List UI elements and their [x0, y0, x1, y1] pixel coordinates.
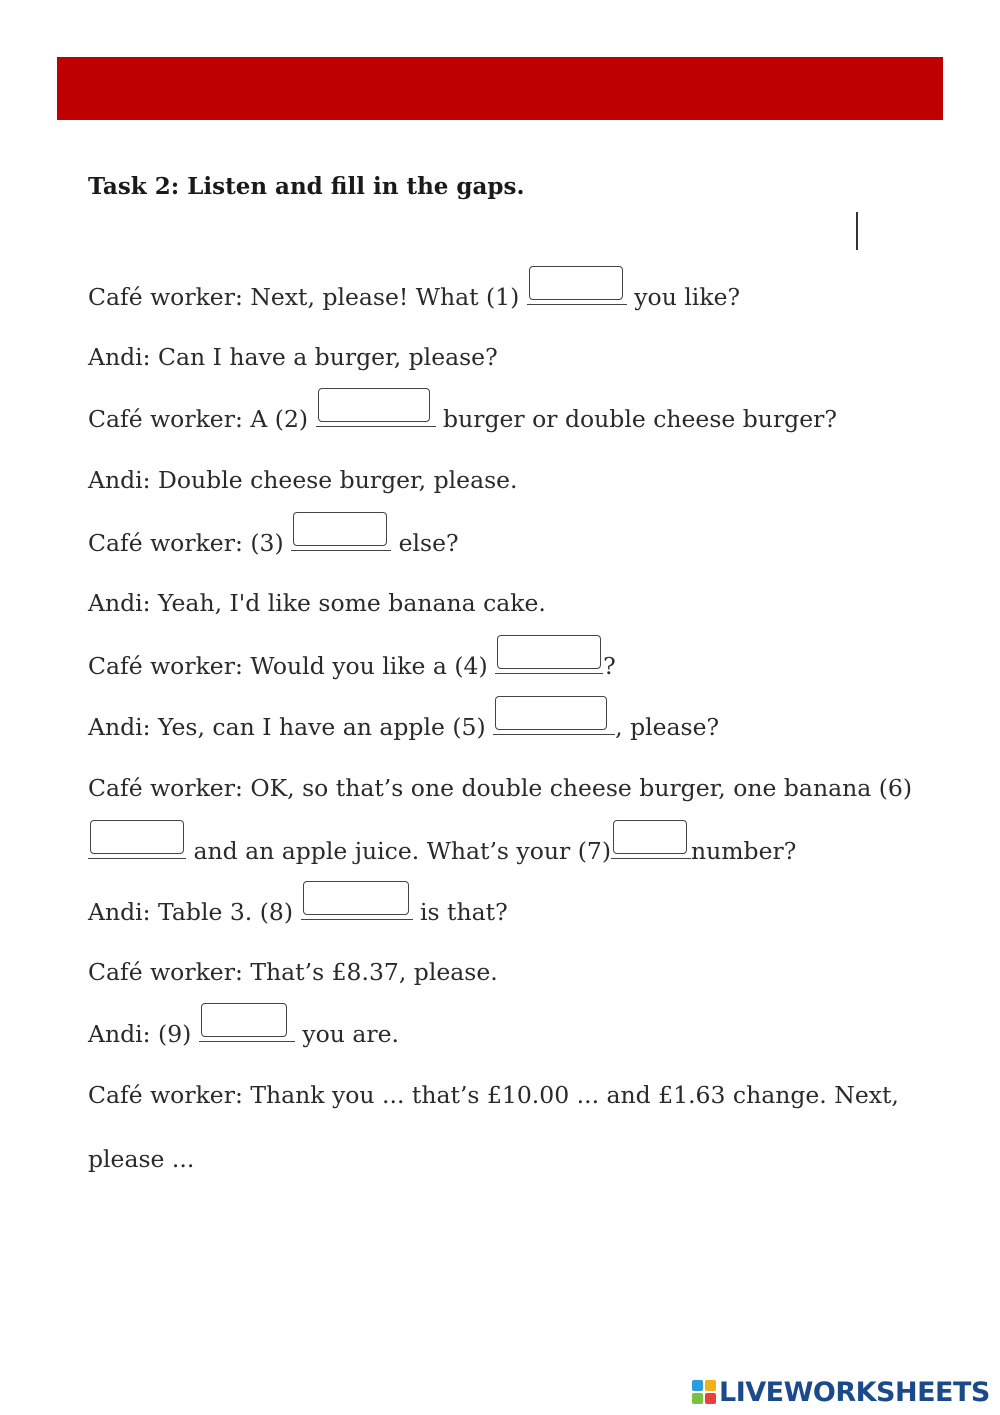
dialogue-line-2: Andi: Can I have a burger, please?: [88, 343, 498, 371]
gap-4: [495, 651, 603, 674]
task-title: Task 2: Listen and fill in the gaps.: [88, 173, 525, 200]
answer-input-5[interactable]: [495, 696, 607, 730]
answer-input-8[interactable]: [303, 881, 409, 915]
dialogue-line-8: Andi: Yes, can I have an apple (5) , please?: [88, 712, 719, 741]
dialogue-line-10: and an apple juice. What’s your (7) number?: [88, 836, 796, 865]
logo-square-green: [692, 1393, 703, 1404]
answer-input-2[interactable]: [318, 388, 430, 422]
gap-5: [493, 712, 615, 735]
dialogue-line-12: Café worker: That’s £8.37, please.: [88, 958, 498, 986]
dialogue-line-11: Andi: Table 3. (8) is that?: [88, 897, 508, 926]
dialogue-line-3: Café worker: A (2) burger or double cheese burger?: [88, 404, 837, 433]
liveworksheets-logo-text: LIVEWORKSHEETS: [719, 1376, 990, 1408]
dialogue-line-9: Café worker: OK, so that’s one double cheese burger, one banana (6): [88, 774, 912, 802]
dialogue-line-4: Andi: Double cheese burger, please.: [88, 466, 518, 494]
answer-input-1[interactable]: [529, 266, 623, 300]
dialogue-line-13: Andi: (9) you are.: [88, 1019, 399, 1048]
liveworksheets-logo: [692, 1376, 990, 1408]
answer-input-7[interactable]: [613, 820, 687, 854]
gap-1: [527, 282, 627, 305]
gap-3: [291, 528, 391, 551]
dialogue-line-5: Café worker: (3) else?: [88, 528, 459, 557]
gap-2: [316, 404, 436, 427]
dialogue-line-7: Café worker: Would you like a (4) ?: [88, 651, 616, 680]
dialogue-line-1: Café worker: Next, please! What (1) you like?: [88, 282, 740, 311]
header-banner: [57, 57, 943, 120]
logo-square-blue: [692, 1380, 703, 1391]
answer-input-6[interactable]: [90, 820, 184, 854]
gap-7: [611, 836, 691, 859]
dialogue-line-15: please ...: [88, 1145, 195, 1173]
gap-6: [88, 836, 186, 859]
liveworksheets-logo-icon: [692, 1380, 716, 1404]
gap-8: [301, 897, 413, 920]
answer-input-3[interactable]: [293, 512, 387, 546]
logo-square-red: [705, 1393, 716, 1404]
text-cursor-line: [856, 212, 858, 250]
dialogue-line-14: Café worker: Thank you ... that’s £10.00 ... and £1.63 change. Next,: [88, 1081, 899, 1109]
dialogue-line-6: Andi: Yeah, I'd like some banana cake.: [88, 589, 546, 617]
gap-9: [199, 1019, 295, 1042]
answer-input-9[interactable]: [201, 1003, 287, 1037]
logo-square-yellow: [705, 1380, 716, 1391]
answer-input-4[interactable]: [497, 635, 601, 669]
